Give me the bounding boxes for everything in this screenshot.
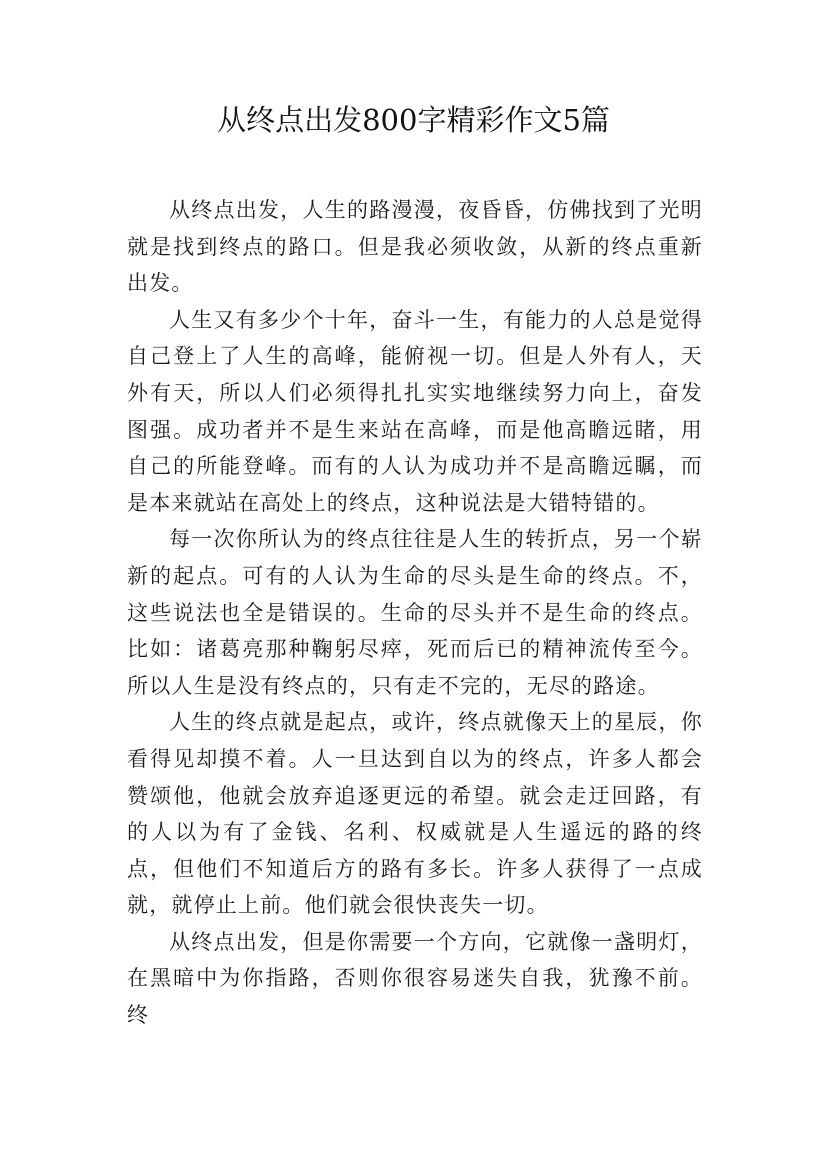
- paragraph-5: 从终点出发，但是你需要一个方向，它就像一盏明灯，在黑暗中为你指路，否则你很容易迷失自我，犹豫不前。终: [127, 929, 703, 1028]
- paragraph-1: 从终点出发，人生的路漫漫，夜昏昏，仿佛找到了光明就是找到终点的路口。但是我必须收敛，从新的终点重新出发。: [127, 198, 703, 296]
- document-body: [127, 192, 703, 1034]
- document-title: 从终点出发800字精彩作文5篇: [217, 103, 610, 137]
- paragraph-2: 人生又有多少个十年，奋斗一生，有能力的人总是觉得自己登上了人生的高峰，能俯视一切。但是人外有人，天外有天，所以人们必须得扎扎实实地继续努力向上，奋发图强。成功者并不是生来站在高峰，而是他高瞻远睹，用自己的所能登峰。而有的人认为成功并不是高瞻远瞩，而是本来就站在高处上的终点，这种说法是大错特错的。: [127, 307, 703, 515]
- paragraph-3: 每一次你所认为的终点往往是人生的转折点，另一个崭新的起点。可有的人认为生命的尽头是生命的终点。不，这些说法也全是错误的。生命的尽头并不是生命的终点。比如：诸葛亮那种鞠躬尽瘁，死而后已的精神流传至今。所以人生是没有终点的，只有走不完的，无尽的路途。: [127, 527, 703, 698]
- paragraph-4: 人生的终点就是起点，或许，终点就像天上的星辰，你看得见却摸不着。人一旦达到自以为的终点，许多人都会赞颂他，他就会放弃追逐更远的希望。就会走迂回路，有的人以为有了金钱、名利、权威就是人生遥远的路的终点，但他们不知道后方的路有多长。许多人获得了一点成就，就停止上前。他们就会很快丧失一切。: [127, 710, 703, 918]
